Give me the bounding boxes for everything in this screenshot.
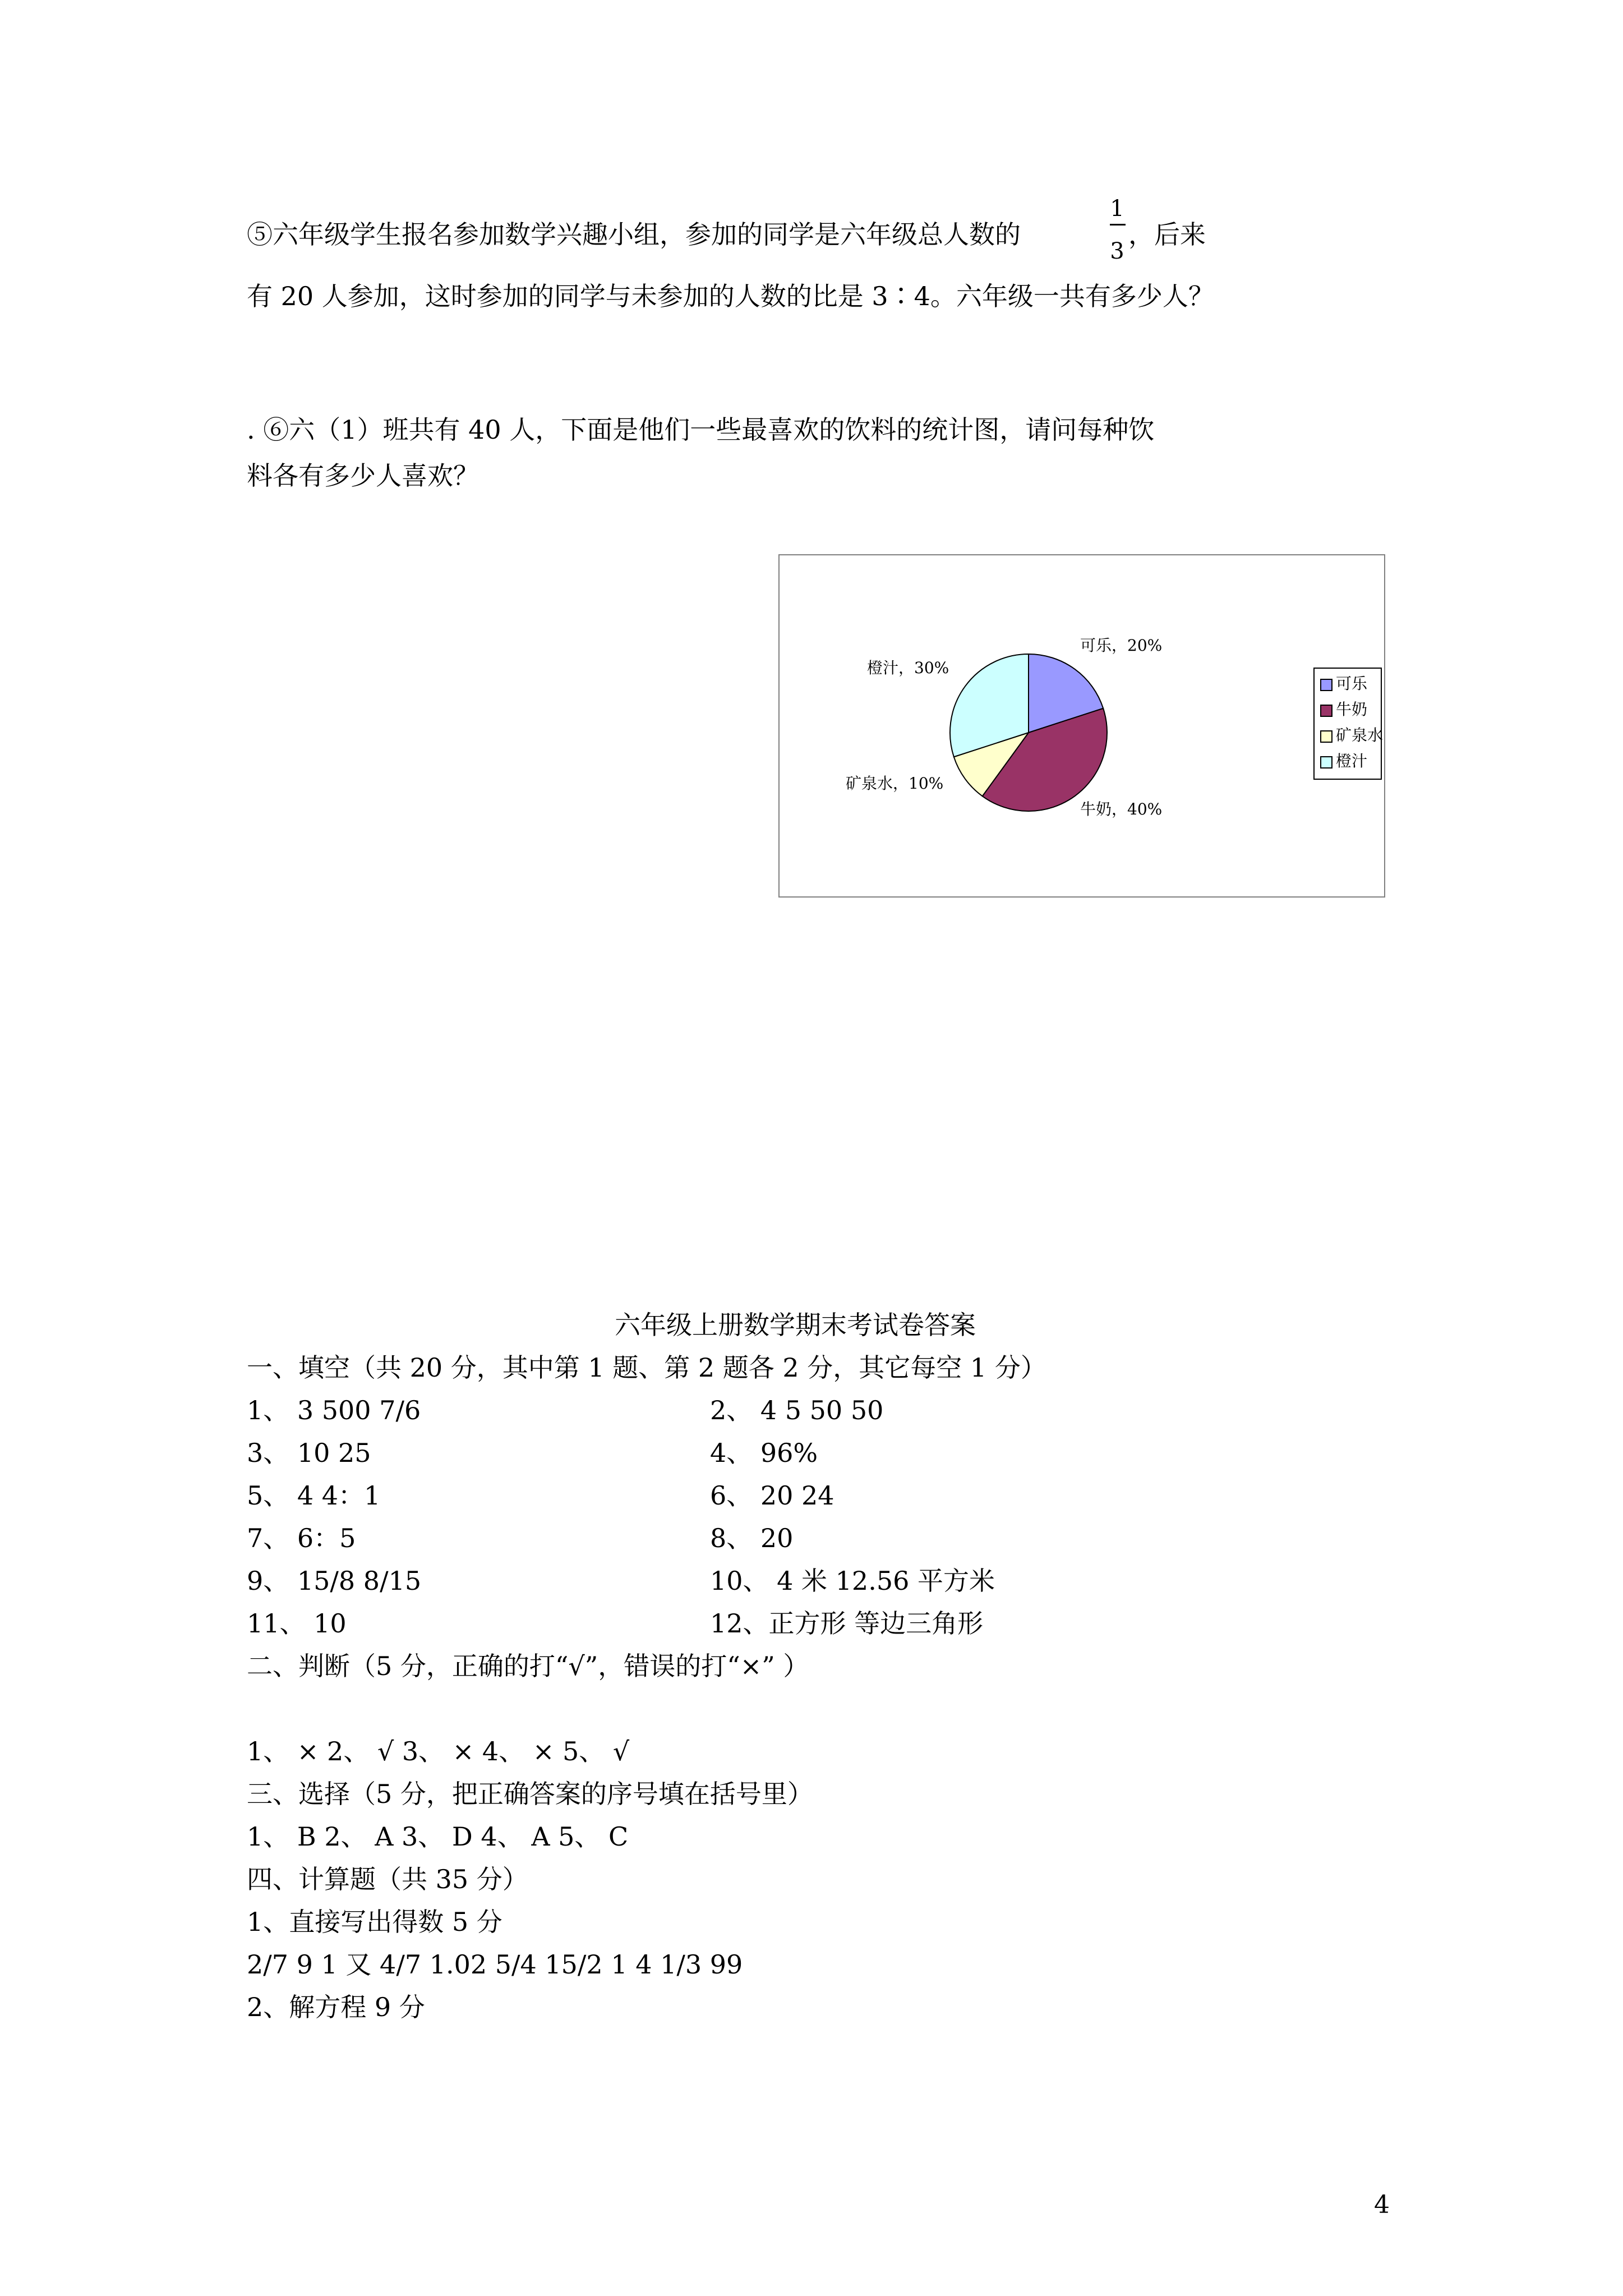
- answers-title: 六年级上册数学期末考试卷答案: [615, 1310, 976, 1340]
- legend-swatch-water: [1320, 730, 1332, 743]
- section2-heading: 二、判断（5 分，正确的打“√”，错误的打“×” ）: [247, 1651, 809, 1681]
- fill-row-5-left: 9、 15/8 8/15: [247, 1566, 422, 1596]
- q6-line2: 料各有多少人喜欢？: [247, 461, 479, 491]
- fill-row-4-left: 7、 6：5: [247, 1523, 356, 1553]
- fill-row-3-left: 5、 4 4：1: [247, 1480, 381, 1511]
- pie-chart-frame: [778, 554, 1385, 898]
- q5-line1-part1: ⑤六年级学生报名参加数学兴趣小组，参加的同学是六年级总人数的: [247, 219, 1021, 250]
- pie-legend: [1313, 668, 1382, 780]
- fill-row-2-right: 4、 96%: [710, 1438, 818, 1468]
- legend-label-water: 矿泉水: [1336, 726, 1384, 744]
- calc2-heading: 2、解方程 9 分: [247, 1992, 425, 2022]
- legend-label-milk: 牛奶: [1336, 700, 1368, 719]
- pie-label-cola: 可乐，20%: [1080, 636, 1163, 655]
- legend-item-water: [1320, 726, 1383, 745]
- section3-heading: 三、选择（5 分，把正确答案的序号填在括号里）: [247, 1779, 813, 1809]
- legend-item-milk: [1320, 700, 1367, 719]
- calc1-values: 2/7 9 1 又 4/7 1.02 5/4 15/2 1 4 1/3 99: [247, 1949, 743, 1980]
- legend-label-orange: 橙汁: [1336, 752, 1368, 770]
- legend-swatch-cola: [1320, 679, 1332, 691]
- fill-row-2-left: 3、 10 25: [247, 1438, 371, 1468]
- q6-line1: . ⑥六（1）班共有 40 人，下面是他们一些最喜欢的饮料的统计图，请问每种饮: [247, 415, 1155, 445]
- legend-item-cola: [1320, 674, 1367, 693]
- pie-label-water: 矿泉水，10%: [846, 774, 944, 793]
- fill-row-6-left: 11、 10: [247, 1608, 347, 1639]
- choice-answers: 1、 B 2、 A 3、 D 4、 A 5、 C: [247, 1821, 629, 1852]
- pie-label-milk: 牛奶，40%: [1080, 800, 1163, 818]
- q5-fraction-numerator: 1: [1110, 196, 1124, 222]
- fill-row-3-right: 6、 20 24: [710, 1480, 834, 1511]
- legend-swatch-milk: [1320, 705, 1332, 717]
- section1-heading: 一、填空（共 20 分，其中第 1 题、第 2 题各 2 分，其它每空 1 分）: [247, 1352, 1046, 1383]
- calc1-heading: 1、直接写出得数 5 分: [247, 1907, 502, 1937]
- q5-fraction-denominator: 3: [1110, 238, 1124, 264]
- fill-row-1-left: 1、 3 500 7/6: [247, 1395, 421, 1425]
- page-number: 4: [1374, 2191, 1390, 2219]
- legend-swatch-orange: [1320, 756, 1332, 769]
- q5-line2: 有 20 人参加，这时参加的同学与未参加的人数的比是 3∶4。六年级一共有多少人？: [247, 281, 1214, 311]
- pie-label-orange: 橙汁，30%: [867, 659, 949, 677]
- fill-row-4-right: 8、 20: [710, 1523, 794, 1553]
- legend-label-cola: 可乐: [1336, 674, 1368, 693]
- fill-row-5-right: 10、 4 米 12.56 平方米: [710, 1566, 995, 1596]
- q5-fraction-bar: [1110, 224, 1126, 226]
- legend-item-orange: [1320, 752, 1367, 771]
- fill-row-6-right: 12、正方形 等边三角形: [710, 1608, 984, 1639]
- q5-line1-part2: ，后来: [1128, 219, 1206, 250]
- fill-row-1-right: 2、 4 5 50 50: [710, 1395, 884, 1425]
- judge-answers: 1、 × 2、 √ 3、 × 4、 × 5、 √: [247, 1736, 630, 1766]
- pie-chart: [780, 555, 1384, 896]
- section4-heading: 四、计算题（共 35 分）: [247, 1864, 528, 1894]
